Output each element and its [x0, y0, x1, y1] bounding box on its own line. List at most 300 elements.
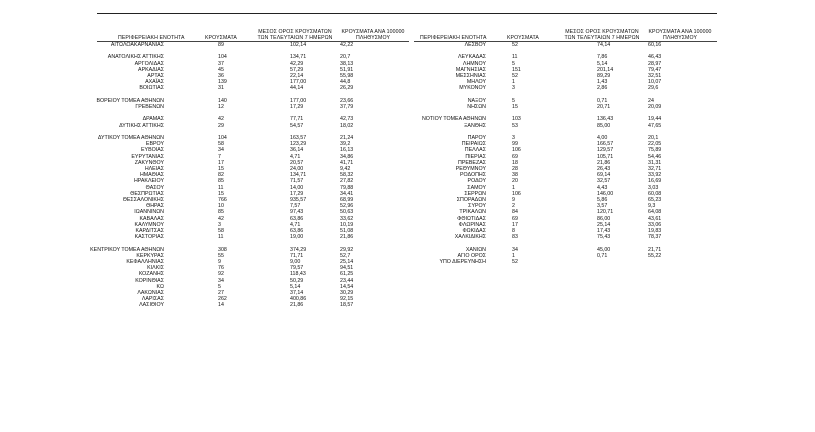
cases-cell: 5: [512, 60, 515, 67]
region-cell: ΚΑΣΤΟΡΙΑΣ: [134, 234, 164, 241]
cases-cell: 69: [512, 153, 518, 160]
cases-cell: 37: [218, 60, 224, 67]
table-row: [0, 172, 720, 178]
per100k-cell: 61,25: [340, 271, 354, 278]
region-cell: ΚΟΖΑΝΗΣ: [138, 271, 164, 278]
cases-cell: 5: [218, 283, 221, 290]
per100k-cell: 54,46: [648, 153, 662, 160]
region-cell: ΚΑΡΔΙΤΣΑΣ: [135, 228, 164, 234]
avg7-cell: 166,57: [597, 141, 614, 148]
region-cell: ΘΕΣΠΡΩΤΙΑΣ: [130, 190, 164, 197]
per100k-cell: 21,71: [648, 246, 662, 253]
cases-cell: 38: [512, 172, 518, 179]
per100k-cell: 51,08: [340, 228, 354, 234]
avg7-cell: 1,43: [597, 79, 608, 86]
avg7-cell: 19,00: [290, 234, 304, 241]
cases-cell: 34: [218, 277, 224, 284]
cases-cell: 14: [218, 302, 224, 309]
region-cell: ΑΝΑΤΟΛΙΚΗΣ ΑΤΤΙΚΗΣ: [107, 54, 164, 61]
per100k-cell: 52,96: [340, 203, 354, 210]
cases-cell: 18: [512, 159, 518, 166]
table-row: [0, 85, 720, 91]
avg7-cell: 36,14: [290, 147, 304, 154]
per100k-cell: 23,44: [340, 277, 354, 284]
avg7-cell: 7,57: [290, 203, 301, 210]
table-row: [0, 209, 720, 215]
avg7-cell: 17,29: [290, 190, 304, 197]
avg7-cell: 146,00: [597, 190, 614, 197]
avg7-cell: 37,14: [290, 290, 304, 296]
cases-cell: 140: [218, 97, 227, 104]
region-cell: ΛΗΜΝΟΥ: [462, 60, 486, 67]
avg7-cell: 3,57: [597, 203, 608, 210]
region-cell: ΕΥΒΟΙΑΣ: [141, 147, 164, 154]
avg7-cell: 79,57: [290, 265, 304, 272]
avg7-cell: 201,14: [597, 66, 614, 73]
avg7-cell: 26,43: [597, 166, 611, 172]
region-cell: ΜΥΚΟΝΟΥ: [459, 85, 486, 92]
region-cell: ΕΥΡΥΤΑΝΙΑΣ: [131, 153, 164, 160]
cases-cell: 69: [512, 215, 518, 222]
cases-cell: 3: [218, 221, 221, 228]
per100k-cell: 94,51: [340, 265, 354, 272]
cases-cell: 1: [512, 184, 515, 191]
cases-cell: 17: [512, 221, 518, 228]
avg7-cell: 24,00: [290, 166, 304, 172]
region-cell: ΛΑΚΩΝΙΑΣ: [137, 290, 164, 296]
region-cell: ΧΑΛΚΙΔΙΚΗΣ: [454, 234, 486, 241]
avg7-cell: 44,14: [290, 85, 304, 92]
table-row: [0, 135, 720, 141]
cases-cell: 85: [218, 178, 224, 185]
cases-cell: 104: [218, 54, 227, 61]
per100k-cell: 60,08: [648, 190, 662, 197]
region-cell: ΧΑΝΙΩΝ: [465, 246, 486, 253]
per100k-cell: 68,99: [340, 197, 354, 203]
per100k-cell: 46,43: [648, 54, 662, 61]
per100k-cell: 65,23: [648, 197, 662, 203]
region-cell: ΠΑΡΟΥ: [467, 135, 486, 141]
table-row: [0, 54, 720, 60]
region-cell: ΡΟΔΟΥ: [467, 178, 486, 185]
per100k-cell: 20,1: [648, 135, 659, 141]
region-cell: ΚΟΡΙΝΘΙΑΣ: [135, 277, 164, 284]
cases-cell: 103: [512, 116, 521, 123]
table-row: [0, 42, 720, 48]
per100k-cell: 39,2: [340, 141, 351, 148]
per100k-cell: 41,71: [340, 159, 354, 166]
per100k-cell: 44,8: [340, 79, 351, 86]
region-cell: ΦΛΩΡΙΝΑΣ: [458, 221, 486, 228]
per100k-cell: 29,6: [648, 85, 659, 92]
cases-cell: 20: [512, 178, 518, 185]
cases-cell: 106: [512, 190, 521, 197]
cases-cell: 11: [512, 54, 518, 61]
cases-cell: 3: [512, 85, 515, 92]
per100k-cell: 79,47: [648, 66, 662, 73]
region-cell: ΗΜΑΘΙΑΣ: [139, 172, 164, 179]
header-region-right: ΠΕΡΙΦΕΡΕΙΑΚΗ ΕΝΟΤΗΤΑ: [420, 35, 487, 41]
header-per100k-left: ΚΡΟΥΣΜΑΤΑ ΑΝΑ 100000 ΠΛΗΘΥΣΜΟΥ: [341, 29, 405, 41]
avg7-cell: 17,29: [290, 104, 304, 110]
per100k-cell: 14,54: [340, 283, 354, 290]
avg7-cell: 32,57: [597, 178, 611, 185]
per100k-cell: 21,24: [340, 135, 354, 141]
per100k-cell: 52,7: [340, 252, 351, 259]
region-cell: ΖΑΚΥΝΘΟΥ: [134, 159, 164, 166]
avg7-cell: 57,29: [290, 66, 304, 73]
region-cell: ΣΑΜΟΥ: [467, 184, 486, 191]
avg7-cell: 118,43: [290, 271, 306, 278]
cases-cell: 106: [512, 147, 521, 154]
avg7-cell: 63,86: [290, 228, 304, 234]
cases-cell: 28: [512, 166, 518, 172]
region-cell: ΘΑΣΟΥ: [145, 184, 164, 191]
header-avg-right: ΜΕΣΟΣ ΟΡΟΣ ΚΡΟΥΣΜΑΤΩΝ ΤΩΝ ΤΕΛΕΥΤΑΙΩΝ 7 ΗΜΕΡΩΝ: [564, 29, 640, 41]
per100k-cell: 23,66: [340, 97, 354, 104]
region-cell: ΚΕΡΚΥΡΑΣ: [136, 252, 164, 259]
cases-cell: 8: [512, 228, 515, 234]
table-row: [0, 154, 720, 160]
avg7-cell: 21,86: [597, 159, 611, 166]
region-cell: ΛΕΥΚΑΔΑΣ: [457, 54, 486, 61]
avg7-cell: 89,29: [597, 73, 611, 79]
avg7-cell: 14,00: [290, 184, 304, 191]
avg7-cell: 54,57: [290, 122, 304, 129]
table-row: [0, 203, 720, 209]
table-row: [0, 185, 720, 191]
table-row: [0, 228, 720, 234]
cases-cell: 1: [512, 252, 515, 259]
table-row: [0, 104, 720, 110]
per100k-cell: 18,02: [340, 122, 354, 129]
avg7-cell: 374,29: [290, 246, 307, 253]
per100k-cell: 20,7: [340, 54, 351, 61]
per100k-cell: 64,08: [648, 209, 662, 216]
per100k-cell: 21,86: [340, 234, 354, 241]
table-row: [0, 265, 720, 271]
per100k-cell: 55,22: [648, 252, 662, 259]
table-row: [0, 166, 720, 172]
region-cell: ΑΧΑΪΑΣ: [145, 79, 164, 86]
region-cell: ΝΑΞΟΥ: [467, 97, 486, 104]
per100k-cell: 3,03: [648, 184, 659, 191]
table-row: [0, 123, 720, 129]
per100k-cell: 51,91: [340, 66, 354, 73]
avg7-cell: 935,57: [290, 197, 307, 203]
table-row: [0, 290, 720, 296]
cases-cell: 83: [512, 234, 518, 241]
region-cell: ΜΑΓΝΗΣΙΑΣ: [455, 66, 486, 73]
cases-cell: 45: [218, 66, 224, 73]
avg7-cell: 163,57: [290, 135, 307, 141]
avg7-cell: 0,71: [597, 252, 608, 259]
avg7-cell: 74,14: [597, 42, 611, 48]
avg7-cell: 0,71: [597, 97, 608, 104]
avg7-cell: 177,00: [290, 79, 307, 86]
avg7-cell: 50,29: [290, 277, 304, 284]
cases-cell: 104: [218, 135, 227, 141]
avg7-cell: 400,86: [290, 296, 307, 303]
per100k-cell: 24: [648, 97, 654, 104]
region-cell: ΝΗΣΩΝ: [467, 104, 486, 110]
cases-cell: 31: [218, 85, 224, 92]
region-cell: ΦΘΙΩΤΙΔΑΣ: [457, 215, 486, 222]
cases-cell: 53: [512, 122, 518, 129]
avg7-cell: 17,43: [597, 228, 611, 234]
cases-cell: 34: [218, 147, 224, 154]
cases-cell: 82: [218, 172, 224, 179]
cases-cell: 15: [218, 166, 224, 172]
region-cell: ΝΟΤΙΟΥ ΤΟΜΕΑ ΑΘΗΝΩΝ: [421, 116, 486, 123]
avg7-cell: 5,86: [597, 197, 608, 203]
header-per100k-right: ΚΡΟΥΣΜΑΤΑ ΑΝΑ 100000 ΠΛΗΘΥΣΜΟΥ: [648, 29, 712, 41]
per100k-cell: 34,41: [340, 190, 354, 197]
avg7-cell: 177,00: [290, 97, 307, 104]
region-cell: ΚΙΛΚΙΣ: [147, 265, 164, 272]
avg7-cell: 63,86: [290, 215, 304, 222]
per100k-cell: 42,22: [340, 42, 354, 48]
per100k-cell: 30,29: [340, 290, 354, 296]
region-cell: ΔΡΑΜΑΣ: [142, 116, 164, 123]
region-cell: ΠΕΛΛΑΣ: [464, 147, 486, 154]
avg7-cell: 120,71: [597, 209, 614, 216]
table-row: [0, 222, 720, 228]
region-cell: ΚΑΒΑΛΑΣ: [139, 215, 164, 222]
table-row: [0, 141, 720, 147]
header-avg-left: ΜΕΣΟΣ ΟΡΟΣ ΚΡΟΥΣΜΑΤΩΝ ΤΩΝ ΤΕΛΕΥΤΑΙΩΝ 7 ΗΜΕΡΩΝ: [257, 29, 333, 41]
avg7-cell: 102,14: [290, 42, 307, 48]
per100k-cell: 47,65: [648, 122, 662, 129]
region-cell: ΣΕΡΡΩΝ: [464, 190, 486, 197]
avg7-cell: 22,14: [290, 73, 304, 79]
region-cell: ΦΩΚΙΔΑΣ: [462, 228, 486, 234]
region-cell: ΡΟΔΟΠΗΣ: [459, 172, 486, 179]
table-row: [0, 284, 720, 290]
header-cases-right: ΚΡΟΥΣΜΑΤΑ: [507, 35, 539, 41]
avg7-cell: 86,00: [597, 215, 611, 222]
avg7-cell: 75,43: [597, 234, 611, 241]
per100k-cell: 10,19: [340, 221, 354, 228]
table-row: [0, 67, 720, 73]
per100k-cell: 28,97: [648, 60, 662, 67]
cases-cell: 308: [218, 246, 227, 253]
per100k-cell: 10,07: [648, 79, 662, 86]
avg7-cell: 21,86: [290, 302, 304, 309]
per100k-cell: 42,73: [340, 116, 354, 123]
cases-cell: 9: [512, 197, 515, 203]
avg7-cell: 5,14: [597, 60, 608, 67]
avg7-cell: 2,86: [597, 85, 608, 92]
per100k-cell: 92,15: [340, 296, 354, 303]
region-cell: ΑΡΓΟΛΙΔΑΣ: [134, 60, 164, 67]
region-cell: ΑΡΤΑΣ: [147, 73, 164, 79]
per100k-cell: 25,14: [340, 259, 354, 265]
region-cell: ΚΑΛΥΜΝΟΥ: [134, 221, 164, 228]
region-cell: ΑΡΚΑΔΙΑΣ: [138, 66, 164, 73]
cases-cell: 58: [218, 228, 224, 234]
per100k-cell: 55,98: [340, 73, 354, 79]
cases-cell: 52: [512, 73, 518, 79]
cases-cell: 5: [512, 97, 515, 104]
table-row: [0, 259, 720, 265]
table-row: [0, 147, 720, 153]
avg7-cell: 9,00: [290, 259, 301, 265]
per100k-cell: 18,57: [340, 302, 354, 309]
table-row: [0, 247, 720, 253]
per100k-cell: 26,29: [340, 85, 354, 92]
per100k-cell: 58,32: [340, 172, 354, 179]
cases-cell: 89: [218, 42, 224, 48]
cases-cell: 2: [512, 203, 515, 210]
table-row: [0, 197, 720, 203]
region-cell: ΥΠΟ ΔΙΕΡΕΥΝΗΣΗ: [439, 259, 486, 265]
avg7-cell: 25,14: [597, 221, 611, 228]
per100k-cell: 79,88: [340, 184, 354, 191]
per100k-cell: 75,89: [648, 147, 662, 154]
region-cell: ΗΡΑΚΛΕΙΟΥ: [133, 178, 164, 185]
cases-cell: 9: [218, 259, 221, 265]
per100k-cell: 9,3: [648, 203, 656, 210]
header-region-left: ΠΕΡΙΦΕΡΕΙΑΚΗ ΕΝΟΤΗΤΑ: [118, 35, 185, 41]
per100k-cell: 16,13: [340, 147, 354, 154]
region-cell: ΠΕΙΡΑΙΩΣ: [461, 141, 486, 148]
per100k-cell: 78,37: [648, 234, 662, 241]
region-cell: ΒΟΡΕΙΟΥ ΤΟΜΕΑ ΑΘΗΝΩΝ: [96, 97, 164, 104]
avg7-cell: 71,71: [290, 252, 304, 259]
table-row: [0, 240, 720, 246]
table-row: [0, 73, 720, 79]
avg7-cell: 97,43: [290, 209, 304, 216]
avg7-cell: 136,43: [597, 116, 614, 123]
region-cell: ΜΕΣΣΗΝΙΑΣ: [455, 73, 486, 79]
table-top-rule: [97, 13, 717, 14]
per100k-cell: 22,05: [648, 141, 662, 148]
table-row: [0, 160, 720, 166]
table-row: [0, 278, 720, 284]
region-cell: ΒΟΙΩΤΙΑΣ: [139, 85, 164, 92]
region-cell: ΗΛΕΙΑΣ: [144, 166, 164, 172]
cases-cell: 52: [512, 42, 518, 48]
cases-cell: 42: [218, 215, 224, 222]
avg7-cell: 4,71: [290, 221, 301, 228]
per100k-cell: 29,92: [340, 246, 354, 253]
per100k-cell: 38,13: [340, 60, 354, 67]
table-row: [0, 92, 720, 98]
cases-cell: 15: [218, 190, 224, 197]
region-cell: ΕΒΡΟΥ: [145, 141, 164, 148]
region-cell: ΡΕΘΥΜΝΟΥ: [455, 166, 486, 172]
table-row: [0, 253, 720, 259]
per100k-cell: 43,61: [648, 215, 662, 222]
cases-cell: 92: [218, 271, 224, 278]
region-cell: ΞΑΝΘΗΣ: [463, 122, 486, 129]
table-row: [0, 129, 720, 135]
per100k-cell: 19,44: [648, 116, 662, 123]
cases-cell: 139: [218, 79, 227, 86]
region-cell: ΚΩ: [156, 283, 164, 290]
avg7-cell: 123,29: [290, 141, 307, 148]
table-row: [0, 79, 720, 85]
avg7-cell: 71,57: [290, 178, 304, 185]
cases-cell: 12: [218, 104, 224, 110]
region-cell: ΚΕΦΑΛΛΗΝΙΑΣ: [126, 259, 164, 265]
per100k-cell: 27,82: [340, 178, 354, 185]
cases-cell: 58: [218, 141, 224, 148]
avg7-cell: 4,00: [597, 135, 608, 141]
table-row: [0, 302, 720, 308]
table-row: [0, 61, 720, 67]
region-cell: ΘΕΣΣΑΛΟΝΙΚΗΣ: [122, 197, 164, 203]
region-cell: ΣΠΟΡΑΔΩΝ: [456, 197, 486, 203]
per100k-cell: 37,79: [340, 104, 354, 110]
per100k-cell: 32,51: [648, 73, 662, 79]
avg7-cell: 45,00: [597, 246, 611, 253]
region-cell: ΛΑΣΙΘΙΟΥ: [139, 302, 164, 309]
table-row: [0, 216, 720, 222]
table-row: [0, 116, 720, 122]
avg7-cell: 7,86: [597, 54, 608, 61]
region-cell: ΙΩΑΝΝΙΝΩΝ: [134, 209, 164, 216]
per100k-cell: 60,16: [648, 42, 662, 48]
avg7-cell: 4,43: [597, 184, 608, 191]
region-cell: ΓΡΕΒΕΝΩΝ: [135, 104, 164, 110]
avg7-cell: 105,71: [597, 153, 614, 160]
region-cell: ΔΥΤΙΚΗΣ ΑΤΤΙΚΗΣ: [119, 122, 164, 129]
table-row: [0, 296, 720, 302]
per100k-cell: 50,63: [340, 209, 354, 216]
per100k-cell: 16,69: [648, 178, 662, 185]
table-row: [0, 178, 720, 184]
cases-cell: 27: [218, 290, 224, 296]
cases-cell: 151: [512, 66, 521, 73]
region-cell: ΛΑΡΙΣΑΣ: [141, 296, 164, 303]
region-cell: ΑΙΤΩΛΟΑΚΑΡΝΑΝΙΑΣ: [110, 42, 164, 48]
avg7-cell: 20,57: [290, 159, 304, 166]
cases-cell: 11: [218, 184, 224, 191]
region-cell: ΛΕΣΒΟΥ: [464, 42, 486, 48]
cases-cell: 3: [512, 135, 515, 141]
cases-cell: 1: [512, 79, 515, 86]
region-cell: ΤΡΙΚΑΛΩΝ: [459, 209, 486, 216]
region-cell: ΔΥΤΙΚΟΥ ΤΟΜΕΑ ΑΘΗΝΩΝ: [97, 135, 164, 141]
per100k-cell: 32,71: [648, 166, 662, 172]
cases-cell: 7: [218, 153, 221, 160]
cases-cell: 34: [512, 246, 518, 253]
region-cell: ΣΥΡΟΥ: [468, 203, 486, 210]
table-row: [0, 110, 720, 116]
cases-cell: 42: [218, 116, 224, 123]
region-cell: ΘΗΡΑΣ: [146, 203, 164, 210]
per100k-cell: 33,62: [340, 215, 354, 222]
cases-cell: 76: [218, 265, 224, 272]
region-cell: ΑΓΙΟ ΟΡΟΣ: [457, 252, 486, 259]
cases-cell: 15: [512, 104, 518, 110]
cases-cell: 52: [512, 259, 518, 265]
cases-cell: 84: [512, 209, 518, 216]
avg7-cell: 134,71: [290, 172, 307, 179]
region-cell: ΜΗΛΟΥ: [466, 79, 486, 86]
table-row: [0, 234, 720, 240]
header-cases-left: ΚΡΟΥΣΜΑΤΑ: [205, 35, 237, 41]
cases-cell: 99: [512, 141, 518, 148]
per100k-cell: 34,86: [340, 153, 354, 160]
per100k-cell: 9,42: [340, 166, 351, 172]
per100k-cell: 20,09: [648, 104, 662, 110]
cases-cell: 766: [218, 197, 227, 203]
cases-cell: 55: [218, 252, 224, 259]
cases-cell: 36: [218, 73, 224, 79]
